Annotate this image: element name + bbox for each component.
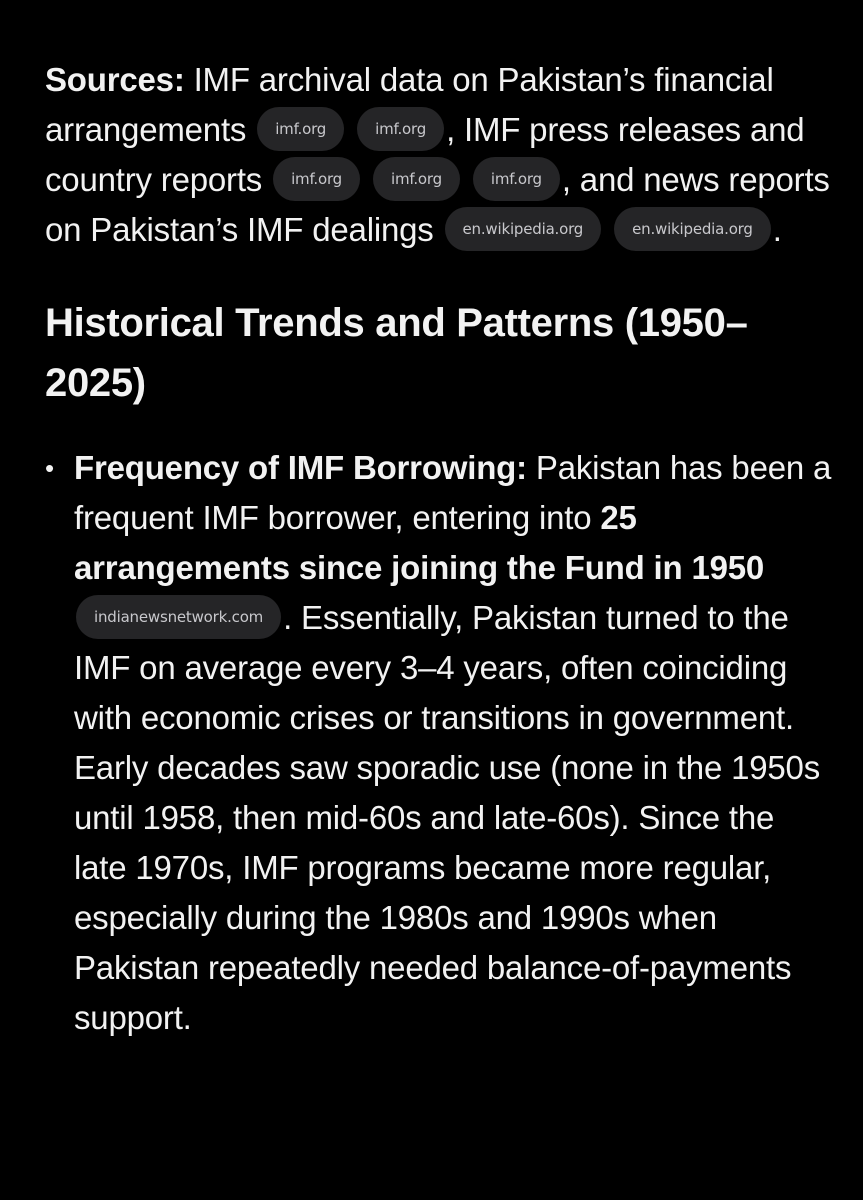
response-content — [45, 55, 835, 1043]
sources-text: . — [772, 211, 782, 248]
bullet-emphasis: 25 arrangements since joining the Fund in 1950 — [74, 499, 765, 586]
sources-label: Sources: — [45, 61, 185, 98]
citation-chip[interactable]: imf.org — [273, 157, 360, 201]
bullet-title: Frequency of IMF Borrowing: — [74, 449, 527, 486]
section-heading: Historical Trends and Patterns (1950–2025) — [45, 301, 748, 405]
citation-chip[interactable]: imf.org — [373, 157, 460, 201]
citation-chip[interactable]: indianewsnetwork.com — [76, 595, 281, 639]
citation-chip[interactable]: imf.org — [473, 157, 560, 201]
sources-text: , IMF press releases and country reports — [45, 111, 805, 198]
trends-list — [45, 443, 835, 1043]
sources-text: IMF archival data on Pakistan’s financial arrangements — [45, 61, 774, 148]
citation-chip[interactable]: imf.org — [357, 107, 444, 151]
sources-text: , and news reports on Pakistan’s IMF dealings — [45, 161, 830, 248]
bullet-icon: • — [45, 453, 54, 483]
citation-chip[interactable]: imf.org — [257, 107, 344, 151]
bullet-text: Pakistan has been a frequent IMF borrower, entering into — [74, 449, 832, 536]
list-item — [45, 443, 835, 1043]
sources-paragraph — [45, 55, 835, 255]
citation-chip[interactable]: en.wikipedia.org — [614, 207, 771, 251]
bullet-text: . Essentially, Pakistan turned to the IMF on average every 3–4 years, often coinciding with economic crises or transitions in government. Early decades saw sporadic use (none in the 1950s until 1958, then mid-60s and late-60s). Since the late 1970s, IMF programs became more regular, especially during the 1980s and 1990s when Pakistan repeatedly needed balance-of-payments support. — [74, 599, 820, 1036]
citation-chip[interactable]: en.wikipedia.org — [445, 207, 602, 251]
